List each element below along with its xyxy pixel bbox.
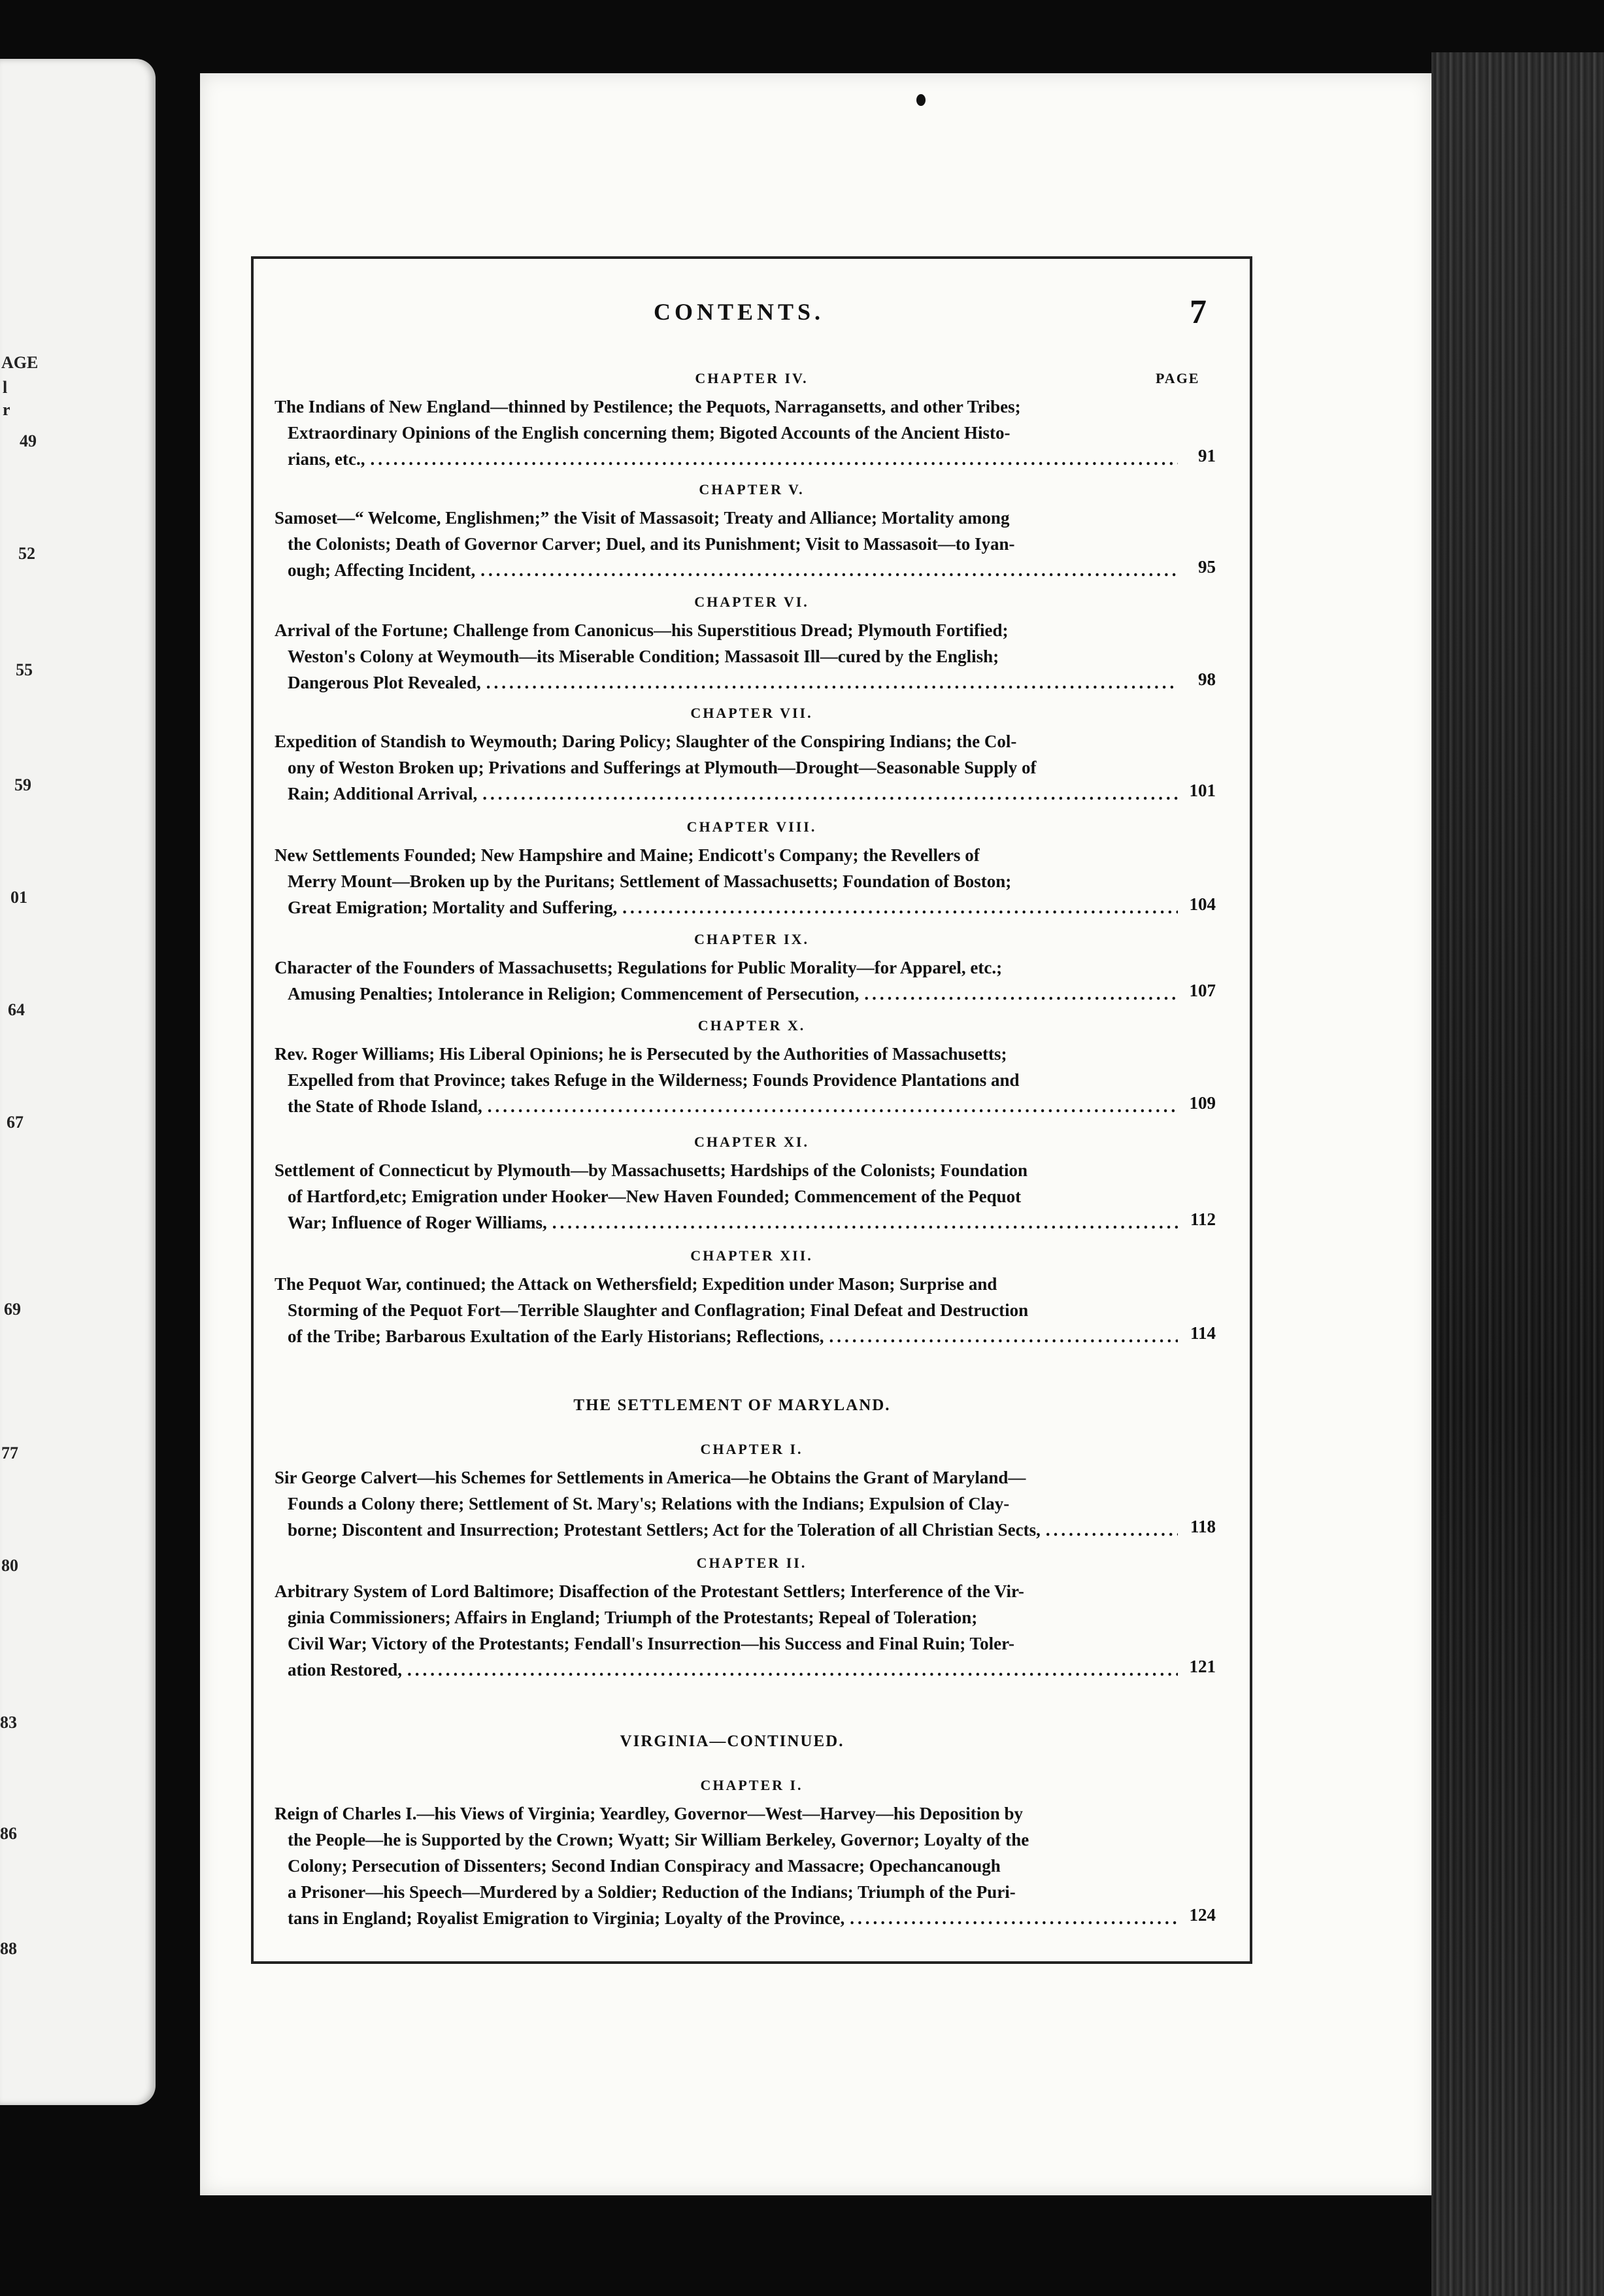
toc-entry-line: Merry Mount—Broken up by the Puritans; Settlement of Massachusetts; Foundation of Boston; (288, 871, 1012, 891)
chapter-heading: CHAPTER I. (700, 1777, 803, 1793)
toc-entry-line: ony of Weston Broken up; Privations and Sufferings at Plymouth—Drought—Seasonable Supply of (288, 758, 1037, 777)
toc-entry[interactable] (275, 1464, 1209, 1543)
text-fragment: l (3, 378, 8, 397)
chapter-heading: CHAPTER IV. (695, 370, 809, 386)
dot-leader (552, 1209, 1178, 1236)
toc-entry-line: Expelled from that Province; takes Refuge in the Wilderness; Founds Providence Plantations and (288, 1070, 1020, 1090)
dot-leader (1046, 1517, 1178, 1543)
book-edge (1431, 52, 1604, 2296)
page-number-ref: 52 (18, 544, 35, 563)
page-number-ref: 59 (14, 775, 31, 794)
dot-leader (480, 557, 1178, 583)
toc-entry-line: Expedition of Standish to Weymouth; Daring Policy; Slaughter of the Conspiring Indians; the Col- (275, 732, 1017, 751)
toc-entry-line: ough; Affecting Incident, (288, 560, 476, 580)
toc-entry-line: Arbitrary System of Lord Baltimore; Disaffection of the Protestant Settlers; Interference of the Vir- (275, 1581, 1024, 1601)
toc-entry-line: Dangerous Plot Revealed, (288, 673, 481, 692)
ink-mark (916, 94, 926, 106)
chapter-heading: CHAPTER VII. (690, 705, 813, 721)
page-number-ref: 69 (4, 1300, 21, 1319)
toc-entry-line: Rain; Additional Arrival, (288, 784, 478, 803)
toc-entry-line: Arrival of the Fortune; Challenge from Canonicus—his Superstitious Dread; Plymouth Fortified; (275, 620, 1009, 640)
toc-entry[interactable] (275, 1271, 1209, 1349)
toc-entry-line: The Indians of New England—thinned by Pestilence; the Pequots, Narragansetts, and other Tribes; (275, 397, 1021, 416)
toc-entry-line: of the Tribe; Barbarous Exultation of the Early Historians; Reflections, (288, 1326, 824, 1346)
page-number: 7 (1190, 294, 1207, 331)
chapter-heading: CHAPTER I. (700, 1441, 803, 1457)
toc-entry[interactable] (275, 842, 1209, 920)
toc-page-number: 112 (1190, 1209, 1216, 1229)
page-number-ref: 55 (16, 660, 33, 679)
toc-page-number: 124 (1189, 1905, 1216, 1925)
dot-leader (829, 1323, 1178, 1349)
toc-page-number: 91 (1198, 446, 1216, 465)
toc-page-number: 121 (1189, 1657, 1216, 1676)
dot-leader (488, 1093, 1178, 1119)
toc-entry-line: the People—he is Supported by the Crown; Wyatt; Sir William Berkeley, Governor; Loyalty of the (288, 1830, 1029, 1849)
toc-page-number: 114 (1190, 1323, 1216, 1343)
toc-entry-line: Reign of Charles I.—his Views of Virginia; Yeardley, Governor—West—Harvey—his Deposition by (275, 1804, 1023, 1823)
page-number-ref: 67 (7, 1113, 24, 1132)
chapter-heading: CHAPTER VI. (694, 594, 809, 610)
page-column-label-fragment: AGE (1, 353, 39, 372)
toc-entry-line: Character of the Founders of Massachusetts; Regulations for Public Morality—for Apparel, etc.; (275, 958, 1003, 977)
page-number-ref: 77 (1, 1443, 18, 1462)
page-number-ref: 83 (0, 1713, 17, 1732)
page-number-ref: 64 (8, 1000, 25, 1019)
dot-leader (486, 669, 1178, 696)
page-number-ref: 49 (20, 431, 37, 450)
toc-entry-line: Civil War; Victory of the Protestants; Fendall's Insurrection—his Success and Final Ruin; Toler- (288, 1634, 1015, 1653)
toc-entry-line: ginia Commissioners; Affairs in England; Triumph of the Protestants; Repeal of Toleration; (288, 1608, 978, 1627)
toc-page-number: 109 (1189, 1093, 1216, 1113)
toc-entry-line: Extraordinary Opinions of the English concerning them; Bigoted Accounts of the Ancient Histo- (288, 423, 1011, 443)
toc-entry-line: Settlement of Connecticut by Plymouth—by Massachusetts; Hardships of the Colonists; Foundation (275, 1160, 1028, 1180)
chapter-heading: CHAPTER X. (697, 1017, 806, 1034)
chapter-heading: CHAPTER VIII. (686, 819, 817, 835)
toc-entry[interactable] (275, 728, 1209, 807)
dot-leader (370, 446, 1178, 472)
toc-entry-line: of Hartford,etc; Emigration under Hooker—New Haven Founded; Commencement of the Pequot (288, 1187, 1022, 1206)
toc-entry-line: rians, etc., (288, 449, 365, 469)
toc-entry[interactable] (275, 1578, 1209, 1683)
toc-entry[interactable] (275, 505, 1209, 583)
toc-entry-line: Founds a Colony there; Settlement of St. Mary's; Relations with the Indians; Expulsion of Clay- (288, 1494, 1010, 1513)
toc-entry-line: ation Restored, (288, 1660, 402, 1680)
toc-entry-line: borne; Discontent and Insurrection; Protestant Settlers; Act for the Toleration of all Christian Sects, (288, 1520, 1041, 1540)
page-number-ref: 86 (0, 1824, 17, 1843)
chapter-heading: CHAPTER V. (699, 481, 805, 498)
toc-entry[interactable] (275, 1800, 1209, 1931)
toc-entry-line: The Pequot War, continued; the Attack on Wethersfield; Expedition under Mason; Surprise and (275, 1274, 997, 1294)
toc-page-number: 107 (1189, 981, 1216, 1000)
chapter-heading: CHAPTER XII. (690, 1247, 813, 1264)
toc-entry[interactable] (275, 954, 1209, 1007)
toc-entry-line: the Colonists; Death of Governor Carver; Duel, and its Punishment; Visit to Massasoit—to Iyan- (288, 534, 1015, 554)
toc-entry-line: Weston's Colony at Weymouth—its Miserable Condition; Massasoit Ill—cured by the English; (288, 647, 999, 666)
toc-entry[interactable] (275, 617, 1209, 696)
dot-leader (407, 1657, 1178, 1683)
toc-entry-line: Colony; Persecution of Dissenters; Second Indian Conspiracy and Massacre; Opechancanough (288, 1856, 1001, 1876)
chapter-heading: CHAPTER II. (696, 1555, 807, 1571)
toc-entry-line: Great Emigration; Mortality and Suffering, (288, 898, 618, 917)
toc-page-number: 95 (1198, 557, 1216, 577)
page-column-label: PAGE (1156, 370, 1200, 386)
toc-page-number: 98 (1198, 669, 1216, 689)
page-title: CONTENTS. (654, 299, 825, 325)
dot-leader (482, 781, 1178, 807)
toc-entry-line: Rev. Roger Williams; His Liberal Opinions; he is Persecuted by the Authorities of Massachusetts; (275, 1044, 1007, 1064)
toc-entry[interactable] (275, 1157, 1209, 1236)
page-number-ref: 01 (10, 888, 27, 907)
page-number-ref: 88 (0, 1939, 17, 1958)
toc-entry-line: a Prisoner—his Speech—Murdered by a Soldier; Reduction of the Indians; Triumph of the Puri- (288, 1882, 1016, 1902)
toc-entry[interactable] (275, 394, 1209, 472)
toc-entry-line: New Settlements Founded; New Hampshire and Maine; Endicott's Company; the Revellers of (275, 845, 980, 865)
toc-page-number: 101 (1189, 781, 1216, 800)
toc-entry-line: the State of Rhode Island, (288, 1096, 482, 1116)
toc-page-number: 118 (1190, 1517, 1216, 1536)
chapter-heading: CHAPTER XI. (693, 1134, 809, 1150)
section-heading: VIRGINIA—CONTINUED. (620, 1732, 844, 1750)
toc-entry-line: Storming of the Pequot Fort—Terrible Slaughter and Conflagration; Final Defeat and Destruction (288, 1300, 1029, 1320)
dot-leader (622, 894, 1178, 920)
toc-entry-line: War; Influence of Roger Williams, (288, 1213, 547, 1232)
page-number-ref: 80 (1, 1556, 18, 1575)
toc-entry-line: Samoset—“ Welcome, Englishmen;” the Visit of Massasoit; Treaty and Alliance; Mortality among (275, 508, 1010, 528)
toc-entry-line: tans in England; Royalist Emigration to Virginia; Loyalty of the Province, (288, 1908, 845, 1928)
toc-entry-line: Sir George Calvert—his Schemes for Settlements in America—he Obtains the Grant of Maryland— (275, 1468, 1026, 1487)
dot-leader (850, 1905, 1178, 1931)
toc-entry[interactable] (275, 1041, 1209, 1119)
chapter-heading: CHAPTER IX. (693, 931, 809, 947)
dot-leader (864, 981, 1178, 1007)
toc-page-number: 104 (1189, 894, 1216, 914)
toc-entry-line: Amusing Penalties; Intolerance in Religion; Commencement of Persecution, (288, 984, 860, 1004)
section-heading: THE SETTLEMENT OF MARYLAND. (573, 1396, 891, 1414)
text-fragment: r (3, 400, 10, 419)
previous-page-strip (0, 59, 156, 2105)
